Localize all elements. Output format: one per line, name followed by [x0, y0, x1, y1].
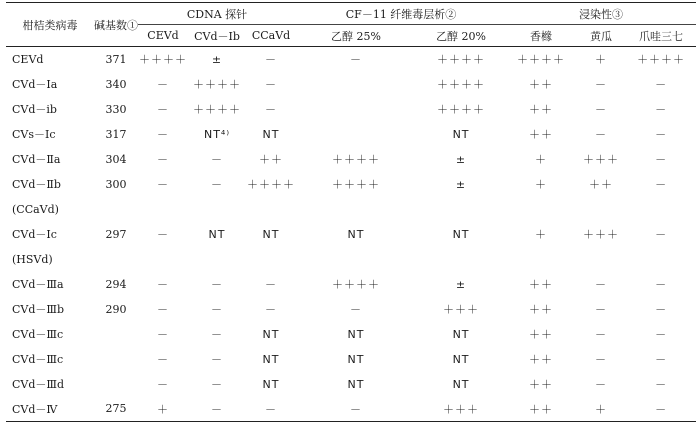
- cell-ethanol-25: ＋＋＋＋: [332, 153, 381, 166]
- row-pathogen: CEVd: [12, 52, 44, 66]
- cell-citron: ＋＋: [529, 303, 554, 316]
- cell-ethanol-20: NT: [452, 327, 470, 341]
- row-bases: 330: [105, 102, 127, 116]
- cell-gynura: －: [655, 128, 668, 141]
- table-row: [6, 297, 696, 322]
- row-bases: [94, 372, 138, 397]
- subheader-cvd-ib: CVd－Ib: [188, 25, 246, 47]
- table-row: [6, 147, 696, 172]
- row-bases: 297: [105, 227, 127, 241]
- cell-ethanol-25: [296, 97, 416, 122]
- cell-cvd-ib: －: [211, 353, 223, 366]
- cell-cucumber: －: [595, 103, 608, 116]
- subheader-cevd: CEVd: [138, 25, 188, 47]
- cell-cvd-ib: NT⁴⁾: [203, 127, 231, 141]
- cell-cevd: －: [157, 178, 169, 191]
- cell-ethanol-20: ±: [455, 177, 467, 191]
- cell-cevd: ＋: [138, 397, 188, 422]
- cell-cvd-ib: NT: [208, 227, 226, 241]
- cell-gynura: －: [655, 228, 668, 241]
- cell-cvd-ib: ＋＋＋＋: [193, 103, 241, 116]
- row-pathogen: CVd－Ⅱb: [12, 178, 61, 191]
- row-bases: 371: [105, 52, 127, 66]
- cell-ethanol-25: NT: [347, 377, 365, 391]
- cell-ccavd: NT: [262, 127, 280, 141]
- cell-ethanol-25: [296, 72, 416, 97]
- cell-citron: ＋: [535, 178, 548, 191]
- cell-ccavd: NT: [262, 352, 280, 366]
- cell-ccavd: NT: [262, 377, 280, 391]
- cell-cevd: －: [157, 228, 169, 241]
- cell-citron: ＋＋: [529, 378, 554, 391]
- row-pathogen: CVd－Ⅳ: [6, 397, 94, 422]
- table-row: [6, 347, 696, 372]
- cell-ethanol-25: NT: [347, 352, 365, 366]
- cell-cevd: －: [157, 378, 169, 391]
- cell-cevd: －: [157, 78, 169, 91]
- cell-ethanol-20: NT: [452, 377, 470, 391]
- cell-cucumber: －: [595, 328, 608, 341]
- cell-gynura: －: [655, 378, 668, 391]
- section-row-hsvd: [6, 247, 696, 272]
- cell-ethanol-20: ±: [455, 152, 467, 166]
- table-row: [6, 72, 696, 97]
- row-bases: [94, 347, 138, 372]
- cell-ccavd: ＋＋＋＋: [247, 178, 296, 191]
- cell-ccavd: －: [246, 397, 296, 422]
- table-row: [6, 47, 696, 72]
- cell-cucumber: －: [595, 353, 608, 366]
- cell-ccavd: NT: [262, 227, 280, 241]
- cell-cucumber: －: [595, 278, 608, 291]
- cell-citron: ＋: [535, 228, 548, 241]
- table-row: [6, 172, 696, 197]
- cell-cevd: ＋＋＋＋: [139, 53, 187, 67]
- cell-gynura: －: [655, 278, 668, 291]
- cell-gynura: －: [655, 103, 668, 116]
- header-cdna-probe: CDNA 探针: [138, 3, 296, 25]
- cell-citron: ＋＋: [529, 278, 554, 291]
- cell-citron: ＋: [535, 153, 548, 166]
- cell-cucumber: －: [595, 303, 608, 316]
- section-label: (CCaVd): [12, 202, 59, 216]
- cell-ccavd: －: [265, 303, 278, 316]
- row-bases: 290: [105, 302, 127, 316]
- cell-cucumber: －: [595, 128, 608, 141]
- cell-ccavd: NT: [262, 327, 280, 341]
- table-row: [6, 122, 696, 147]
- cell-cevd: －: [157, 278, 169, 291]
- cell-ethanol-25: －: [350, 53, 363, 67]
- viroid-comparison-table: [6, 2, 696, 422]
- cell-gynura: －: [655, 178, 668, 191]
- row-bases: 340: [105, 77, 127, 91]
- cell-gynura: ＋＋＋＋: [637, 53, 686, 67]
- row-pathogen: CVd－Ia: [12, 78, 58, 91]
- cell-cucumber: ＋＋＋: [583, 228, 620, 241]
- subheader-ccavd: CCaVd: [246, 25, 296, 47]
- cell-gynura: －: [626, 397, 696, 422]
- table-row: [6, 372, 696, 397]
- cell-ethanol-20: ＋＋＋: [443, 303, 480, 316]
- cell-ccavd: －: [265, 103, 278, 116]
- cell-ethanol-25: [296, 122, 416, 147]
- cell-gynura: －: [655, 303, 668, 316]
- subheader-citron: 香橼: [506, 25, 576, 47]
- section-label: (HSVd): [12, 252, 53, 266]
- cell-gynura: －: [655, 328, 668, 341]
- subheader-ethanol-20: 乙醇 20%: [416, 25, 506, 47]
- cell-cucumber: －: [595, 378, 608, 391]
- cell-cevd: －: [157, 153, 169, 166]
- cell-citron: ＋＋: [529, 103, 554, 116]
- row-pathogen: CVs－Ⅰc: [12, 128, 56, 141]
- row-pathogen: CVd－Ⅲa: [12, 278, 64, 291]
- cell-cevd: －: [157, 103, 169, 116]
- cell-citron: ＋＋: [529, 78, 554, 91]
- table-row: [6, 322, 696, 347]
- cell-gynura: －: [655, 353, 668, 366]
- subheader-ethanol-25: 乙醇 25%: [296, 25, 416, 47]
- table-row: [6, 97, 696, 122]
- header-infectivity: 浸染性③: [506, 3, 696, 25]
- table-row: [6, 397, 696, 422]
- row-bases: 304: [105, 152, 127, 166]
- row-pathogen: CVd－ib: [12, 103, 57, 116]
- cell-ethanol-25: －: [296, 397, 416, 422]
- cell-cevd: －: [157, 328, 169, 341]
- row-bases: 294: [105, 277, 127, 291]
- cell-ethanol-20: ＋＋＋＋: [437, 53, 486, 67]
- cell-citron: ＋＋＋＋: [517, 53, 566, 67]
- cell-ethanol-20: NT: [452, 352, 470, 366]
- cell-ethanol-25: NT: [347, 227, 365, 241]
- cell-ethanol-20: ＋＋＋: [416, 397, 506, 422]
- cell-ethanol-20: NT: [452, 227, 470, 241]
- cell-citron: ＋＋: [529, 328, 554, 341]
- cell-citron: ＋＋: [506, 397, 576, 422]
- row-bases: [94, 322, 138, 347]
- header-bases: 碱基数①: [94, 3, 138, 47]
- row-pathogen: CVd－Ⅱa: [12, 153, 61, 166]
- cell-cevd: －: [157, 303, 169, 316]
- row-bases: 317: [105, 127, 127, 141]
- row-pathogen: CVd－Ⅰc: [12, 228, 57, 241]
- cell-ethanol-25: ＋＋＋＋: [332, 278, 381, 291]
- cell-cvd-ib: ＋＋＋＋: [193, 78, 241, 91]
- cell-cvd-ib: ±: [211, 52, 223, 66]
- header-cf11-chromatography: CF－11 纤维毒层析②: [296, 3, 506, 25]
- cell-cvd-ib: －: [211, 278, 223, 291]
- subheader-cucumber: 黄瓜: [576, 25, 626, 47]
- cell-citron: ＋＋: [529, 128, 554, 141]
- cell-ethanol-25: ＋＋＋＋: [332, 178, 381, 191]
- cell-cevd: －: [157, 128, 169, 141]
- row-bases: 300: [105, 177, 127, 191]
- cell-gynura: －: [655, 78, 668, 91]
- cell-ccavd: －: [265, 78, 278, 91]
- cell-cvd-ib: －: [211, 328, 223, 341]
- cell-ethanol-20: NT: [452, 127, 470, 141]
- cell-cevd: －: [157, 353, 169, 366]
- header-pathogen: 柑桔类病毒: [6, 3, 94, 47]
- cell-cucumber: －: [595, 78, 608, 91]
- cell-ethanol-20: ＋＋＋＋: [437, 78, 486, 91]
- cell-cucumber: ＋＋: [589, 178, 614, 191]
- cell-cucumber: ＋＋＋: [583, 153, 620, 166]
- row-pathogen: CVd－Ⅲc: [12, 353, 64, 366]
- cell-cvd-ib: －: [211, 378, 223, 391]
- table-row: [6, 222, 696, 247]
- cell-ccavd: ＋＋: [259, 153, 284, 166]
- cell-cvd-ib: －: [211, 153, 223, 166]
- cell-ethanol-25: NT: [347, 327, 365, 341]
- cell-cvd-ib: －: [211, 178, 223, 191]
- row-pathogen: CVd－Ⅲc: [12, 328, 64, 341]
- row-bases: 275: [94, 397, 138, 422]
- cell-gynura: －: [655, 153, 668, 166]
- row-pathogen: CVd－Ⅲd: [12, 378, 65, 391]
- cell-ethanol-20: ±: [455, 277, 467, 291]
- cell-cucumber: ＋: [576, 397, 626, 422]
- cell-cvd-ib: －: [188, 397, 246, 422]
- cell-cvd-ib: －: [211, 303, 223, 316]
- section-row-ccavd: [6, 197, 696, 222]
- cell-ethanol-20: ＋＋＋＋: [437, 103, 486, 116]
- table-row: [6, 272, 696, 297]
- row-pathogen: CVd－Ⅲb: [12, 303, 65, 316]
- cell-cucumber: ＋: [595, 53, 608, 67]
- cell-citron: ＋＋: [529, 353, 554, 366]
- cell-ccavd: －: [265, 278, 278, 291]
- cell-ccavd: －: [265, 53, 278, 67]
- cell-ethanol-25: －: [350, 303, 363, 316]
- table-body: [6, 47, 696, 422]
- subheader-gynura: 爪哇三七: [626, 25, 696, 47]
